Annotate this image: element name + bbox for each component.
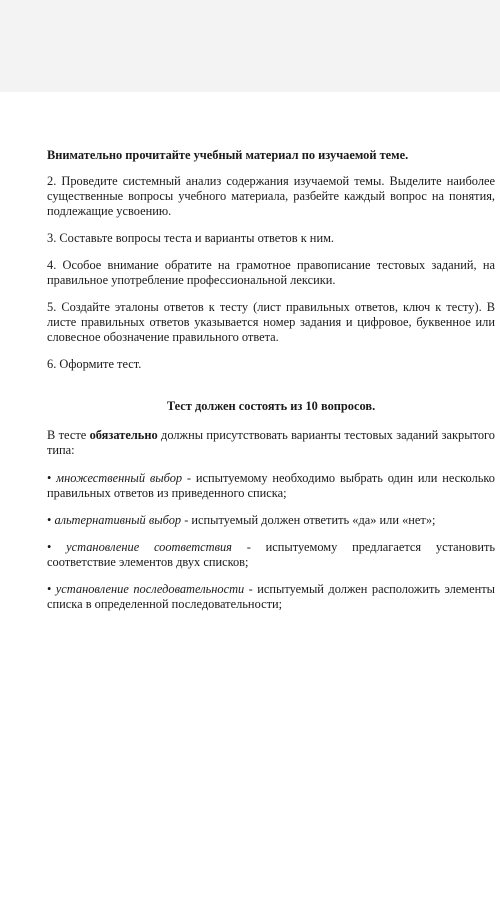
instruction-item-6: 6. Оформите тест. xyxy=(47,357,142,371)
instruction-item-2: 2. Проведите системный анализ содержания изучаемой темы. Выделите наиболее существенные вопросы учебного материала, разбейте каждый вопрос на понятия, подлежащие усвоению. xyxy=(47,174,495,218)
bullet-text: - испытуемый должен расположить элементы списка в определенной последовательности; xyxy=(47,582,496,611)
bullet-matching xyxy=(47,540,495,570)
intro-text-after: должны присутствовать варианты тестовых заданий закрытого типа: xyxy=(47,428,495,457)
bullet-marker: • xyxy=(47,513,55,527)
test-requirement-heading: Тест должен состоять из 10 вопросов. xyxy=(166,399,376,413)
bullet-sequencing xyxy=(47,582,495,612)
bullet-term: установление соответствия xyxy=(66,540,232,554)
instruction-item-3: 3. Составьте вопросы теста и варианты ответов к ним. xyxy=(47,231,335,245)
closed-type-intro xyxy=(47,428,495,458)
bullet-marker: • xyxy=(47,582,56,596)
bullet-text: - испытуемый должен ответить «да» или «нет»; xyxy=(181,513,436,527)
instruction-item-5: 5. Создайте эталоны ответов к тесту (лист правильных ответов, ключ к тесту). В листе правильных ответов указывается номер задания и цифровое, буквенное или словесное обозначение правильного ответа. xyxy=(47,300,495,344)
bullet-marker: • xyxy=(47,540,67,554)
bullet-term: альтернативный выбор xyxy=(54,513,182,527)
document-content xyxy=(47,148,495,624)
bullet-marker: • xyxy=(47,471,57,485)
intro-text-before: В тесте xyxy=(47,428,90,442)
intro-bold-word: обязательно xyxy=(89,428,158,442)
bullet-term: множественный выбор xyxy=(56,471,183,485)
document-heading: Внимательно прочитайте учебный материал по изучаемой теме. xyxy=(47,148,409,162)
instruction-item-4: 4. Особое внимание обратите на грамотное правописание тестовых заданий, на правильное употребление профессиональной лексики. xyxy=(47,258,495,287)
screen-top-band xyxy=(0,0,500,92)
bullet-text: - испытуемому предлагается установить соответствие элементов двух списков; xyxy=(47,540,496,569)
bullet-term: установление последовательности xyxy=(55,582,245,596)
bullet-alternative-choice xyxy=(47,513,495,528)
bullet-multiple-choice xyxy=(47,471,495,501)
bullet-text: - испытуемому необходимо выбрать один или несколько правильных ответов из приведенного списка; xyxy=(47,471,495,500)
